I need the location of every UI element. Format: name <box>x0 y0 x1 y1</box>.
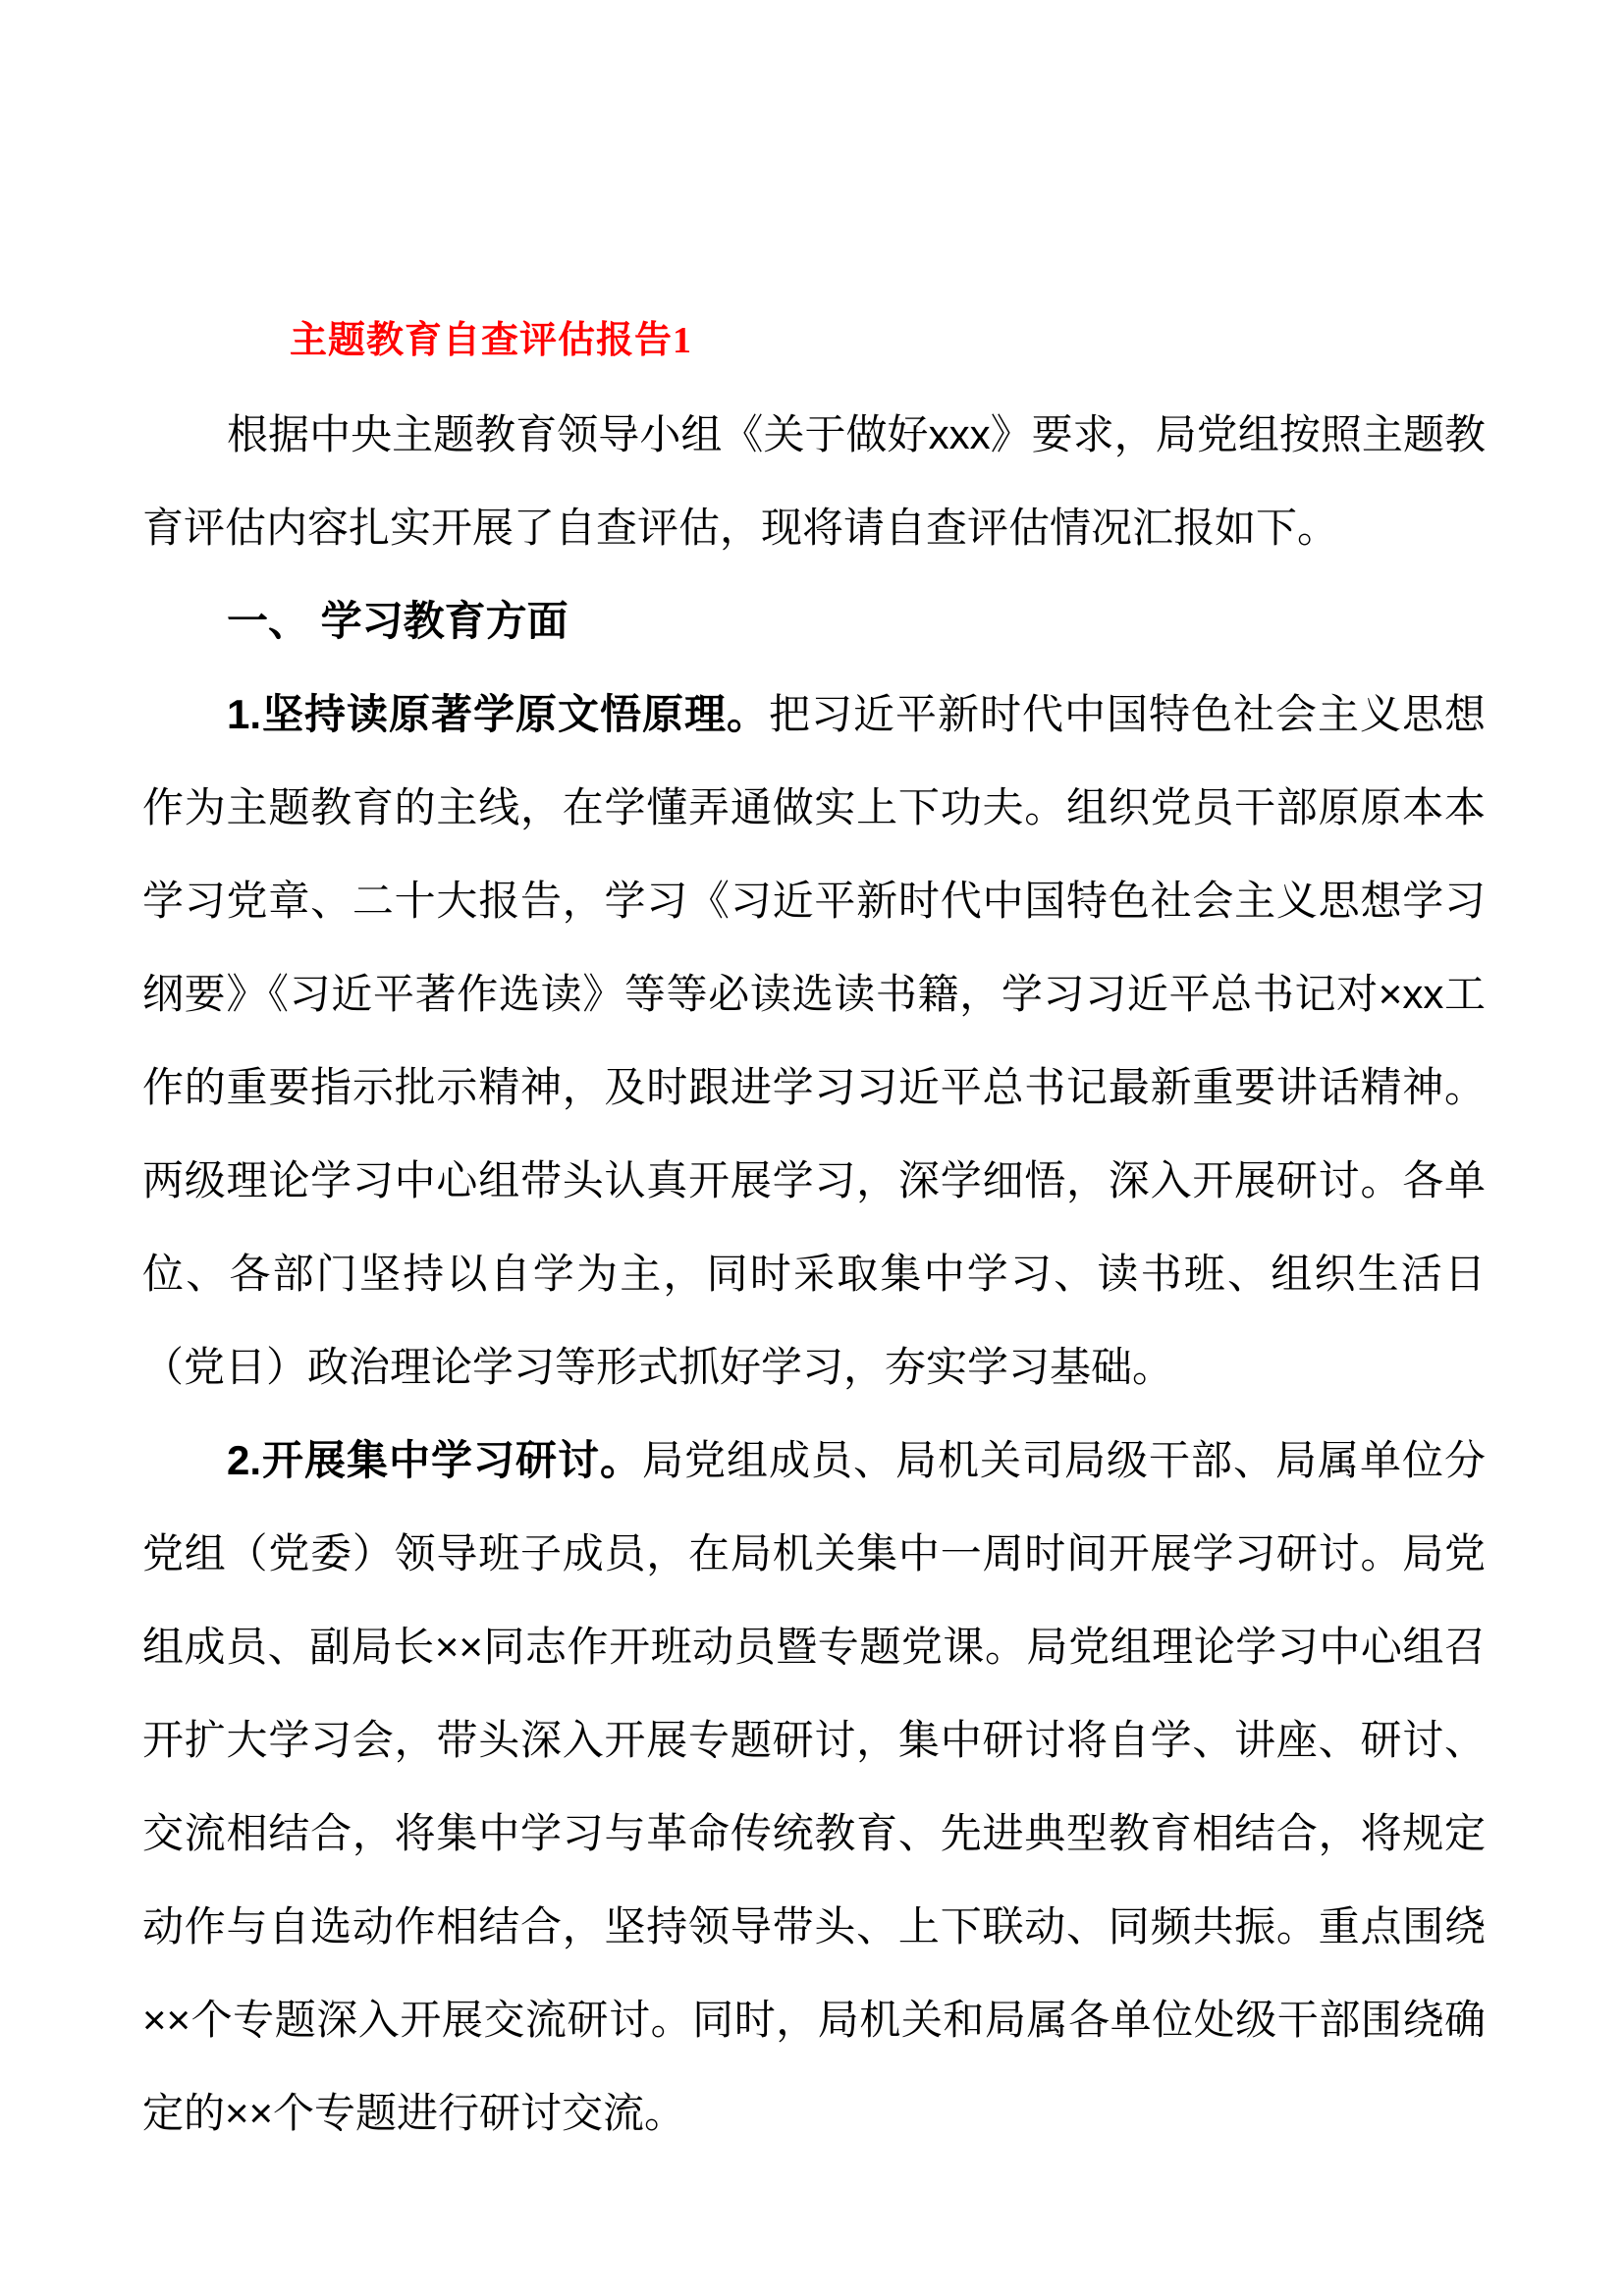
body-paragraph <box>142 667 1486 1414</box>
document-body <box>142 388 1486 2160</box>
text-run: 根据中央主题教育领导小组《关于做好xxx》要求，局党组按照主题教育评估内容扎实开展了自查评估，现将请自查评估情况汇报如下。 <box>142 411 1486 551</box>
text-run: 局党组成员、局机关司局级干部、局属单位分党组（党委）领导班子成员，在局机关集中一周时间开展学习研讨。局党组成员、副局长××同志作开班动员暨专题党课。局党组理论学习中心组召开扩大学习会，带头深入开展专题研讨，集中研讨将自学、讲座、研讨、交流相结合，将集中学习与革命传统教育、先进典型教育相结合，将规定动作与自选动作相结合，坚持领导带头、上下联动、同频共振。重点围绕××个专题深入开展交流研讨。同时，局机关和局属各单位处级干部围绕确定的××个专题进行研讨交流。 <box>142 1437 1486 2136</box>
document-title: 主题教育自查评估报告1 <box>290 320 693 361</box>
bold-text-run: 1.坚持读原著学原文悟原理。 <box>227 691 770 737</box>
text-run: 把习近平新时代中国特色社会主义思想作为主题教育的主线，在学懂弄通做实上下功夫。组织党员干部原原本本学习党章、二十大报告，学习《习近平新时代中国特色社会主义思想学习纲要》《习近平著作选读》等等必读选读书籍，学习习近平总书记对×xx工作的重要指示批示精神，及时跟进学习习近平总书记最新重要讲话精神。两级理论学习中心组带头认真开展学习，深学细悟，深入开展研讨。各单位、各部门坚持以自学为主，同时采取集中学习、读书班、组织生活日（党日）政治理论学习等形式抓好学习，夯实学习基础。 <box>142 691 1486 1390</box>
section-heading <box>142 574 1486 667</box>
bold-text-run: 一、 学习教育方面 <box>227 598 568 644</box>
body-paragraph <box>142 1414 1486 2160</box>
bold-text-run: 2.开展集中学习研讨。 <box>227 1437 643 1483</box>
body-paragraph <box>142 388 1486 574</box>
